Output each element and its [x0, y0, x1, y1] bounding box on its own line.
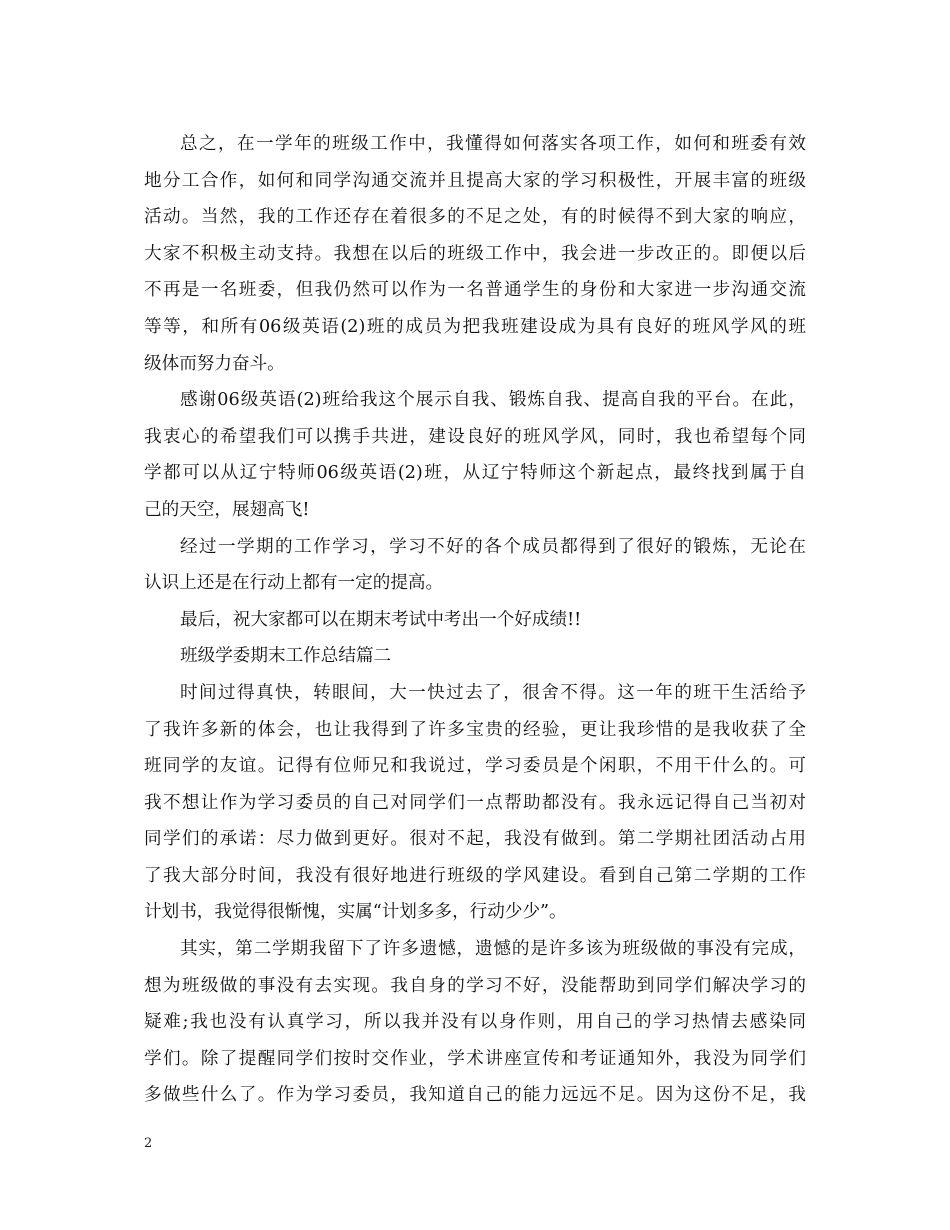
- text-line: 大家不积极主动支持。我想在以后的班级工作中，我会进一步改正的。即便以后: [144, 243, 806, 264]
- text-line: 学们。除了提醒同学们按时交作业，学术讲座宣传和考证通知外，我没为同学们: [144, 1048, 806, 1069]
- document-body: [144, 126, 806, 1114]
- text-line: 我衷心的希望我们可以携手共进，建设良好的班风学风，同时，我也希望每个同: [144, 426, 806, 447]
- text-line: 己的天空，展翅高飞!: [144, 499, 310, 520]
- text-line: 同学们的承诺：尽力做到更好。很对不起，我没有做到。第二学期社团活动占用: [144, 829, 806, 850]
- text-line: 多做些什么了。作为学习委员，我知道自己的能力远远不足。因为这份不足，我: [144, 1085, 806, 1106]
- text-line: 活动。当然，我的工作还存在着很多的不足之处，有的时候得不到大家的响应，: [144, 207, 806, 228]
- text-line: 认识上还是在行动上都有一定的提高。: [144, 573, 444, 594]
- text-line: 时间过得真快，转眼间，大一快过去了，很舍不得。这一年的班干生活给予: [180, 682, 806, 703]
- text-line: 地分工合作，如何和同学沟通交流并且提高大家的学习积极性，开展丰富的班级: [144, 170, 806, 191]
- text-line: 我不想让作为学习委员的自己对同学们一点帮助都没有。我永远记得自己当初对: [144, 792, 806, 813]
- text-line: 级体而努力奋斗。: [144, 353, 285, 374]
- text-line: 不再是一名班委，但我仍然可以作为一名普通学生的身份和大家进一步沟通交流: [144, 280, 806, 301]
- text-line: 班同学的友谊。记得有位师兄和我说过，学习委员是个闲职，不用干什么的。可: [144, 756, 806, 777]
- text-line: 想为班级做的事没有去实现。我自身的学习不好，没能帮助到同学们解决学习的: [144, 975, 806, 996]
- text-line: 计划书，我觉得很惭愧，实属“计划多多，行动少少”。: [144, 902, 567, 923]
- page-number: 2: [144, 1136, 153, 1151]
- text-line: 其实，第二学期我留下了许多遗憾，遗憾的是许多该为班级做的事没有完成，: [180, 939, 806, 960]
- text-line: 感谢06级英语(2)班给我这个展示自我、锻炼自我、提高自我的平台。在此，: [180, 390, 806, 411]
- text-line: 了我大部分时间，我没有很好地进行班级的学风建设。看到自己第二学期的工作: [144, 865, 806, 886]
- text-line: 经过一学期的工作学习，学习不好的各个成员都得到了很好的锻炼，无论在: [180, 536, 806, 557]
- text-line: 总之，在一学年的班级工作中，我懂得如何落实各项工作，如何和班委有效: [180, 134, 806, 154]
- text-line: 疑难;我也没有认真学习，所以我并没有以身作则，用自己的学习热情去感染同: [144, 1012, 806, 1033]
- text-line: 学都可以从辽宁特师06级英语(2)班，从辽宁特师这个新起点，最终找到属于自: [144, 463, 806, 484]
- text-line: 班级学委期末工作总结篇二: [180, 646, 392, 667]
- text-line: 等等，和所有06级英语(2)班的成员为把我班建设成为具有良好的班风学风的班: [144, 316, 806, 337]
- text-line: 最后，祝大家都可以在期末考试中考出一个好成绩!!: [180, 609, 582, 630]
- text-line: 了我许多新的体会，也让我得到了许多宝贵的经验，更让我珍惜的是我收获了全: [144, 719, 806, 740]
